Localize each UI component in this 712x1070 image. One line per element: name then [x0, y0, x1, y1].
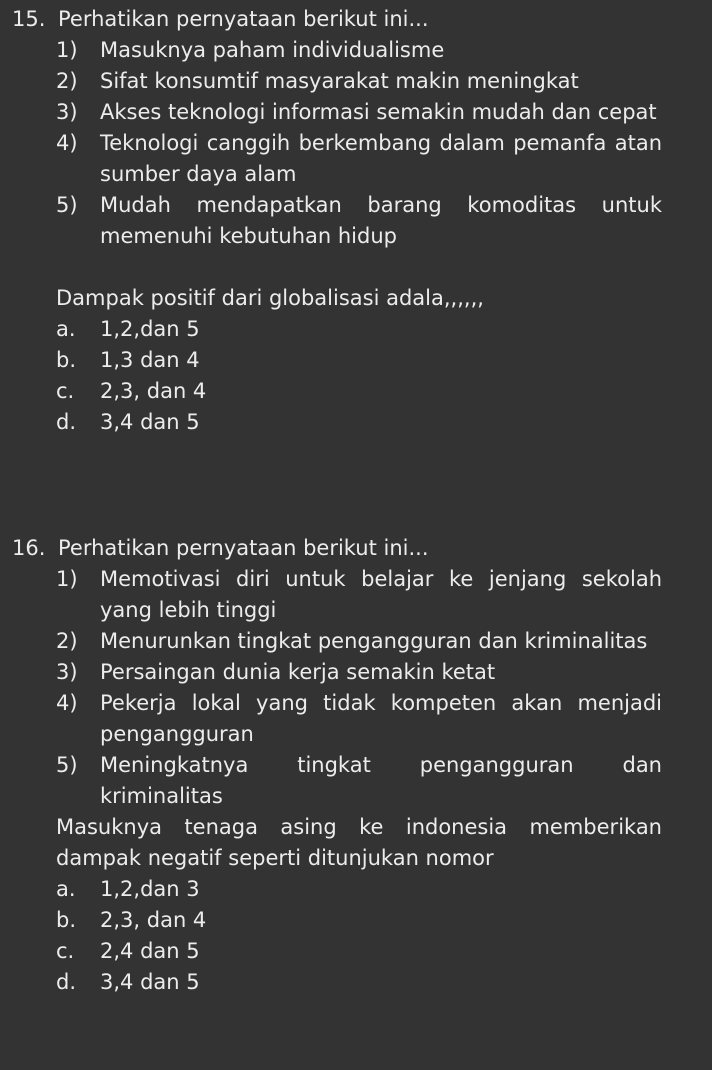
- statement-item: [0, 750, 712, 812]
- question-prompt: Masuknya tenaga asing ke indonesia memberikan dampak negatif seperti ditunjukan nomor: [56, 815, 662, 870]
- option-text: 1,3 dan 4: [100, 348, 200, 372]
- statement-text: Teknologi canggih berkembang dalam pemanfa atan sumber daya alam: [100, 131, 662, 186]
- statement-number: 1): [56, 567, 78, 591]
- option-text: 1,2,dan 3: [100, 877, 200, 901]
- question-header: [0, 4, 712, 35]
- answer-option-c[interactable]: [0, 376, 712, 407]
- statement-item: [0, 190, 712, 252]
- option-letter: b.: [56, 908, 77, 932]
- option-letter: d.: [56, 970, 77, 994]
- statement-text: Menurunkan tingkat pengangguran dan kriminalitas: [100, 629, 648, 653]
- statement-text: Persaingan dunia kerja semakin ketat: [100, 660, 496, 684]
- statement-text: Sifat konsumtif masyarakat makin meningkat: [100, 69, 579, 93]
- option-letter: c.: [56, 379, 75, 403]
- statement-number: 2): [56, 629, 78, 653]
- question-15: [0, 4, 712, 438]
- statement-item: [0, 688, 712, 750]
- statement-number: 3): [56, 100, 78, 124]
- statement-text: Mudah mendapatkan barang komoditas untuk memenuhi kebutuhan hidup: [100, 193, 662, 248]
- question-16: [0, 533, 712, 998]
- answer-option-b[interactable]: [0, 905, 712, 936]
- question-title: Perhatikan pernyataan berikut ini...: [58, 536, 429, 560]
- question-title: Perhatikan pernyataan berikut ini...: [58, 7, 429, 31]
- statement-item: [0, 128, 712, 190]
- question-prompt: Dampak positif dari globalisasi adala,,,,,,: [56, 286, 484, 310]
- option-text: 3,4 dan 5: [100, 970, 200, 994]
- statement-text: Meningkatnya tingkat pengangguran dan kriminalitas: [100, 753, 662, 808]
- option-text: 3,4 dan 5: [100, 410, 200, 434]
- statement-number: 3): [56, 660, 78, 684]
- statement-number: 4): [56, 131, 78, 155]
- statement-item: [0, 97, 712, 128]
- statement-item: [0, 657, 712, 688]
- question-number: 15.: [12, 7, 46, 31]
- statement-number: 4): [56, 691, 78, 715]
- answer-option-a[interactable]: [0, 874, 712, 905]
- statement-item: [0, 564, 712, 626]
- option-text: 2,4 dan 5: [100, 939, 200, 963]
- question-number: 16.: [12, 536, 46, 560]
- statement-item: [0, 626, 712, 657]
- statement-number: 2): [56, 69, 78, 93]
- option-letter: a.: [56, 877, 76, 901]
- statement-number: 5): [56, 753, 78, 777]
- answer-option-c[interactable]: [0, 936, 712, 967]
- statement-number: 5): [56, 193, 78, 217]
- answer-option-a[interactable]: [0, 314, 712, 345]
- answer-option-d[interactable]: [0, 407, 712, 438]
- statement-item: [0, 66, 712, 97]
- statement-number: 1): [56, 38, 78, 62]
- option-text: 2,3, dan 4: [100, 379, 207, 403]
- statement-text: Masuknya paham individualisme: [100, 38, 445, 62]
- question-header: [0, 533, 712, 564]
- option-letter: c.: [56, 939, 75, 963]
- statement-text: Memotivasi diri untuk belajar ke jenjang sekolah yang lebih tinggi: [100, 567, 662, 622]
- option-letter: a.: [56, 317, 76, 341]
- option-text: 1,2,dan 5: [100, 317, 200, 341]
- option-letter: d.: [56, 410, 77, 434]
- option-letter: b.: [56, 348, 77, 372]
- statement-item: [0, 35, 712, 66]
- answer-option-b[interactable]: [0, 345, 712, 376]
- option-text: 2,3, dan 4: [100, 908, 207, 932]
- answer-option-d[interactable]: [0, 967, 712, 998]
- statement-text: Akses teknologi informasi semakin mudah dan cepat: [100, 100, 657, 124]
- statement-text: Pekerja lokal yang tidak kompeten akan menjadi pengangguran: [100, 691, 662, 746]
